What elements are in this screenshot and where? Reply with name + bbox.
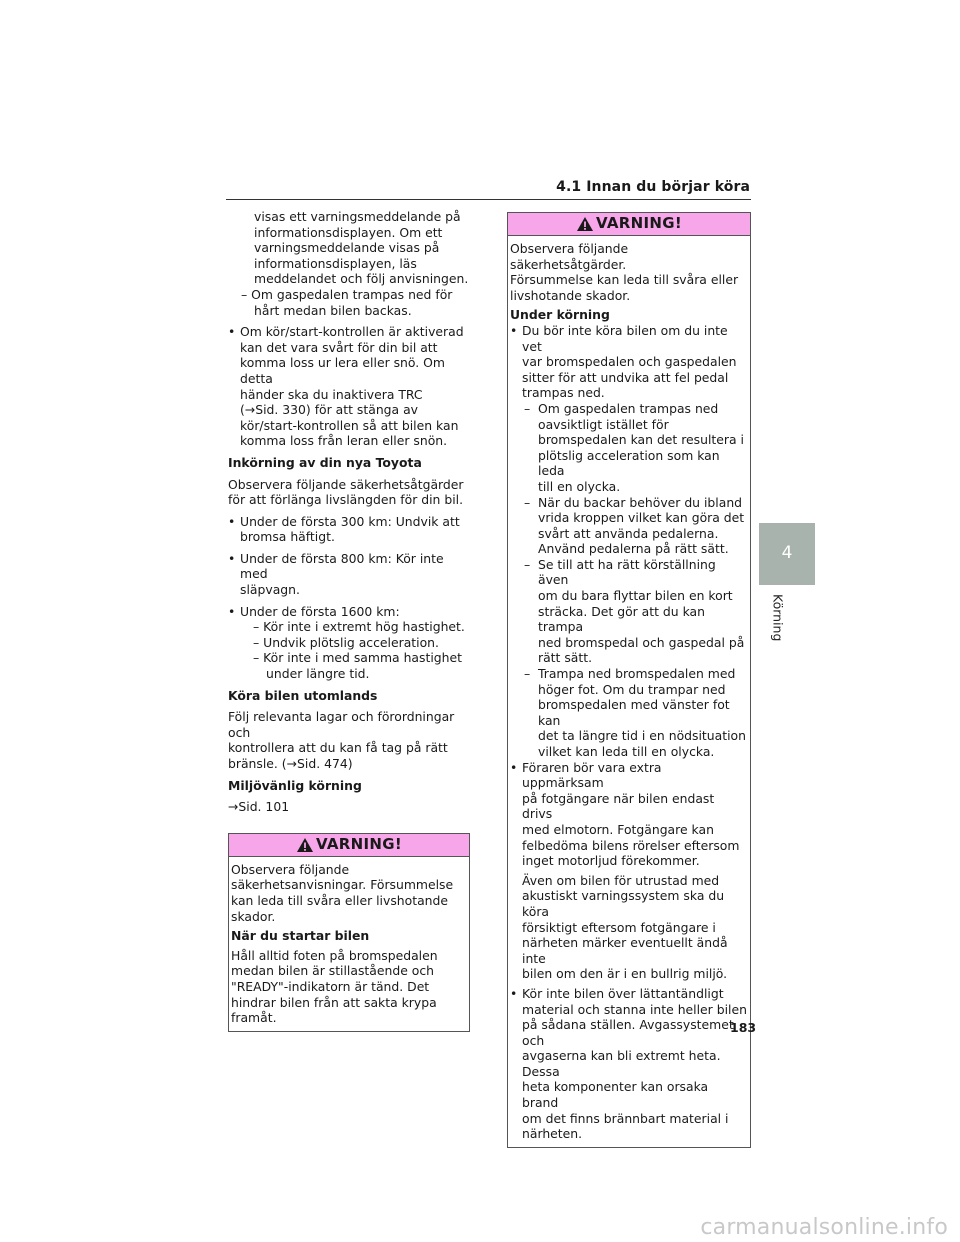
warning-body (229, 857, 469, 1031)
dash-marker: – (524, 400, 531, 416)
text-line: • Under de första 300 km: Undvik att (240, 513, 460, 529)
dash-item (228, 287, 470, 318)
bullet-item (510, 986, 747, 1142)
bullet-item (228, 551, 470, 598)
text-line: ned bromspedal och gaspedal på (538, 634, 745, 650)
text-line: Trampa ned bromspedalen med (538, 666, 736, 682)
dash-marker: – (524, 666, 531, 682)
warning-subheading: Under körning (510, 307, 610, 323)
text-line: säkerhetsanvisningar. Försummelse (231, 877, 454, 893)
text-line: hindrar bilen från att sakta krypa (231, 994, 437, 1010)
text-line: felbedöma bilens rörelser eftersom (522, 837, 740, 853)
subheading-break-in: Inkörning av din nya Toyota (228, 454, 422, 470)
text-line: akustiskt varningssystem ska du köra (522, 888, 725, 919)
text-line: Använd pedalerna på rätt sätt. (538, 541, 729, 557)
text-line: • Kör inte bilen över lättantändligt (522, 985, 724, 1001)
warning-box (507, 212, 751, 1148)
text-line: kan det vara svårt för din bil att (240, 339, 438, 355)
text-line: heta komponenter kan orsaka brand (522, 1079, 709, 1111)
warning-triangle-icon (576, 216, 594, 232)
subheading-abroad: Köra bilen utomlands (228, 687, 378, 703)
text-line: kontrollera att du kan få tag på rätt (228, 740, 448, 756)
text-line: för att förlänga livslängden för din bil. (228, 492, 464, 508)
text-line: hårt medan bilen backas. (254, 302, 412, 318)
text-line: material och stanna inte heller bilen (522, 1001, 747, 1017)
text-line: händer ska du inaktivera TRC (240, 386, 423, 402)
bullet-continuation (510, 873, 747, 982)
dash-marker: – (524, 494, 531, 510)
paragraph (228, 477, 470, 508)
dash-marker: – (524, 556, 531, 572)
text-line: oavsiktligt istället för (538, 416, 669, 432)
bullet-item (228, 324, 470, 449)
text-line: på fotgängare när bilen endast drivs (522, 790, 715, 822)
bullet-item (510, 760, 747, 869)
text-line: rätt sätt. (538, 650, 593, 666)
warning-title: VARNING! (596, 214, 682, 233)
text-line: om det finns brännbart material i (522, 1110, 729, 1126)
continued-text (228, 209, 470, 287)
section-title: 4.1 Innan du börjar köra (556, 179, 750, 195)
text-line: Försummelse kan leda till svåra eller (510, 272, 739, 288)
text-line: sträcka. Det gör att du kan trampa (538, 603, 705, 635)
text-line: närheten. (522, 1126, 583, 1142)
text-line: det ta längre tid i en nödsituation (538, 728, 746, 744)
text-line: Observera följande (231, 861, 350, 877)
text-line: medan bilen är stillastående och (231, 963, 435, 979)
warning-header (229, 834, 469, 857)
text-line: livshotande skador. (510, 287, 631, 303)
text-line: bromsa häftigt. (240, 529, 335, 545)
bullet-item (228, 604, 470, 620)
text-line: visas ett varningsmeddelande på (254, 209, 461, 224)
text-line: • Om kör/start-kontrollen är aktiverad (240, 324, 464, 340)
left-column (228, 209, 470, 1032)
text-line: svårt att använda pedalerna. (538, 525, 719, 541)
text-line: släpvagn. (240, 582, 300, 598)
warning-title: VARNING! (316, 834, 402, 853)
subheading-eco: Miljövänlig körning (228, 777, 362, 793)
text-line: kör/start-kontrollen så att bilen kan (240, 417, 459, 433)
dash-item (510, 666, 747, 760)
text-line: bromspedalen med vänster fot kan (538, 697, 730, 728)
header-divider (226, 199, 751, 200)
text-line: försiktigt eftersom fotgängare i (522, 919, 716, 935)
text-line: sitter för att undvika att fel pedal (522, 369, 729, 385)
warning-body (508, 236, 750, 1147)
text-line: • Under de första 1600 km: (240, 603, 400, 619)
bullet-item (228, 514, 470, 545)
text-line: vilket kan leda till en olycka. (538, 744, 715, 759)
bullet-item (510, 323, 747, 401)
warning-triangle-icon (296, 837, 314, 853)
text-line: meddelandet och följ anvisningen. (254, 271, 469, 287)
paragraph (228, 709, 470, 771)
chapter-number: 4 (781, 543, 793, 564)
text-line: bromspedalen kan det resultera i (538, 432, 744, 448)
text-line: plötslig acceleration som kan leda (538, 447, 720, 479)
text-line: – Om gaspedalen trampas ned för (241, 286, 453, 302)
text-line: Observera följande säkerhetsåtgärder. (510, 241, 629, 272)
text-line: informationsdisplayen. Om ett (254, 224, 443, 240)
text-line: under längre tid. (266, 666, 370, 682)
text-line: närheten märker eventuellt ändå inte (522, 935, 728, 966)
text-line: informationsdisplayen, läs (254, 255, 417, 271)
watermark: carmanualsonline.info (700, 1215, 948, 1241)
text-line: varningsmeddelande visas på (254, 240, 440, 256)
text-line: – Undvik plötslig acceleration. (253, 634, 439, 650)
dash-item (510, 557, 747, 666)
text-line: komma loss ur lera eller snö. Om detta (240, 355, 445, 386)
dash-item (510, 495, 747, 557)
page-number: 183 (730, 1020, 757, 1035)
text-line: – Kör inte i extremt hög hastighet. (253, 619, 465, 635)
dash-item (510, 401, 747, 495)
chapter-label: Körning (770, 594, 786, 642)
text-line: inget motorljud förekommer. (522, 853, 700, 869)
text-line: Även om bilen för utrustad med (522, 872, 720, 888)
text-line: avgaserna kan bli extremt heta. Dessa (522, 1048, 721, 1079)
text-line: höger fot. Om du trampar ned (538, 681, 726, 697)
text-line: – Kör inte i med samma hastighet (253, 650, 462, 666)
text-line: komma loss från leran eller snön. (240, 433, 448, 449)
text-line: med elmotorn. Fotgängare kan (522, 821, 714, 837)
text-line: framåt. (231, 1010, 277, 1026)
text-line: • Du bör inte köra bilen om du inte vet (522, 322, 728, 354)
dash-list (228, 619, 470, 681)
text-line: bränsle. (→Sid. 474) (228, 756, 353, 771)
text-line: Observera följande säkerhetsåtgärder (228, 476, 464, 492)
text-line: När du backar behöver du ibland (538, 494, 743, 510)
text-line: "READY"-indikatorn är tänd. Det (231, 978, 430, 994)
text-line: Håll alltid foten på bromspedalen (231, 947, 438, 963)
warning-header (508, 213, 750, 236)
right-column (507, 212, 751, 1148)
text-line: vrida kroppen vilket kan göra det (538, 510, 745, 526)
text-line: bilen om den är i en bullrig miljö. (522, 966, 728, 982)
text-line: på sådana ställen. Avgassystemet och (522, 1017, 734, 1048)
text-line: kan leda till svåra eller livshotande (231, 892, 448, 908)
text-line: om du bara flyttar bilen en kort (538, 588, 733, 604)
text-line: trampas ned. (522, 385, 605, 401)
text-line: • Föraren bör vara extra uppmärksam (522, 759, 662, 791)
text-line: • Under de första 800 km: Kör inte med (240, 550, 444, 582)
text-line: Om gaspedalen trampas ned (538, 400, 719, 416)
text-line: (→Sid. 330) för att stänga av (240, 402, 418, 418)
text-line: Följ relevanta lagar och förordningar och (228, 709, 455, 740)
text-line: Se till att ha rätt körställning även (538, 556, 716, 588)
page-reference-link[interactable]: →Sid. 101 (228, 799, 290, 815)
text-line: skador. (231, 908, 276, 924)
text-line: var bromspedalen och gaspedalen (522, 354, 737, 370)
warning-subheading: När du startar bilen (231, 928, 370, 944)
warning-box (228, 833, 470, 1032)
text-line: till en olycka. (538, 478, 621, 494)
chapter-tab[interactable] (759, 523, 815, 585)
